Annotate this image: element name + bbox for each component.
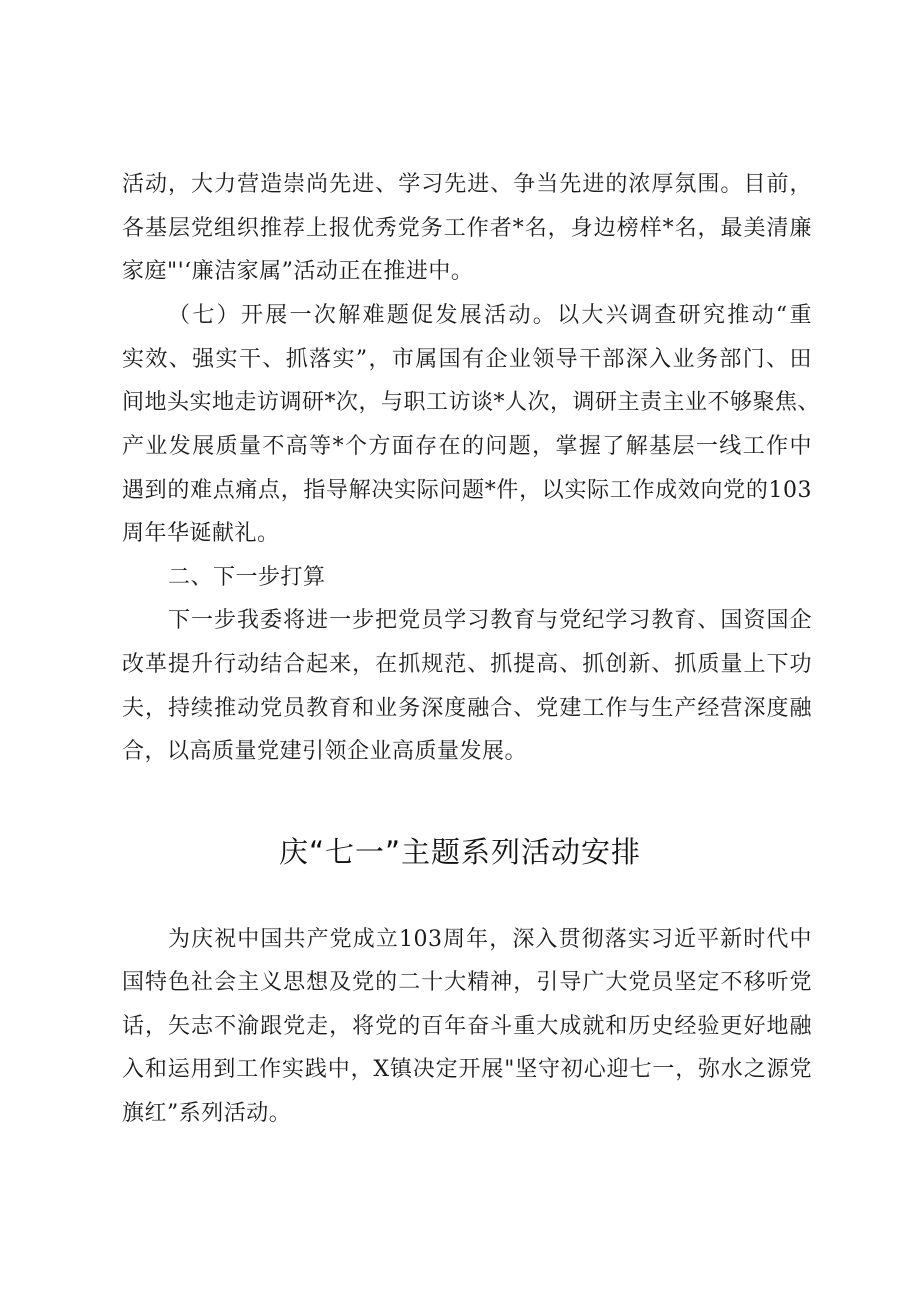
paragraph-line: 旗红”系列活动。 [122, 1101, 292, 1126]
paragraph-line: 活动，大力营造崇尚先进、学习先进、争当先进的浓厚氛围。目前， [122, 172, 812, 197]
paragraph-line: 实效、强实干、抓落实”，市属国有企业领导干部深入业务部门、田 [122, 347, 812, 372]
paragraph-line: 国特色社会主义思想及党的二十大精神，引导广大党员坚定不移听党 [122, 970, 812, 995]
paragraph-line: 改革提升行动结合起来，在抓规范、抓提高、抓创新、抓质量上下功 [122, 652, 812, 677]
paragraph-line: 入和运用到工作实践中，X镇决定开展"坚守初心迎七一，弥水之源党 [122, 1057, 812, 1082]
paragraph-line: 间地头实地走访调研*次，与职工访谈*人次，调研主责主业不够聚焦、 [122, 390, 821, 415]
paragraph-line: 为庆祝中国共产党成立103周年，深入贯彻落实习近平新时代中 [168, 927, 812, 952]
section-heading: 二、下一步打算 [168, 565, 326, 590]
paragraph-line: 夫，持续推动党员教育和业务深度融合、党建工作与生产经营深度融 [122, 696, 812, 721]
document-title: 庆“七一”主题系列活动安排 [278, 835, 642, 869]
paragraph-line: 话，矢志不渝跟党走，将党的百年奋斗重大成就和历史经验更好地融 [122, 1014, 812, 1039]
paragraph-line: 合，以高质量党建引领企业高质量发展。 [122, 739, 528, 764]
paragraph-line: 遇到的难点痛点，指导解决实际问题*件，以实际工作成效向党的103 [122, 478, 812, 503]
paragraph-line: 周年华诞献礼。 [122, 521, 280, 546]
paragraph-line: 产业发展质量不高等*个方面存在的问题，掌握了解基层一线工作中 [122, 434, 812, 459]
paragraph-line: 家庭"'‘廉洁家属”活动正在推进中。 [122, 259, 474, 284]
paragraph-line: 下一步我委将进一步把党员学习教育与党纪学习教育、国资国企 [168, 608, 812, 633]
paragraph-line: （七）开展一次解难题促发展活动。以大兴调查研究推动“重 [168, 303, 812, 328]
paragraph-line: 各基层党组织推荐上报优秀党务工作者*名，身边榜样*名，最美清廉 [122, 216, 812, 241]
